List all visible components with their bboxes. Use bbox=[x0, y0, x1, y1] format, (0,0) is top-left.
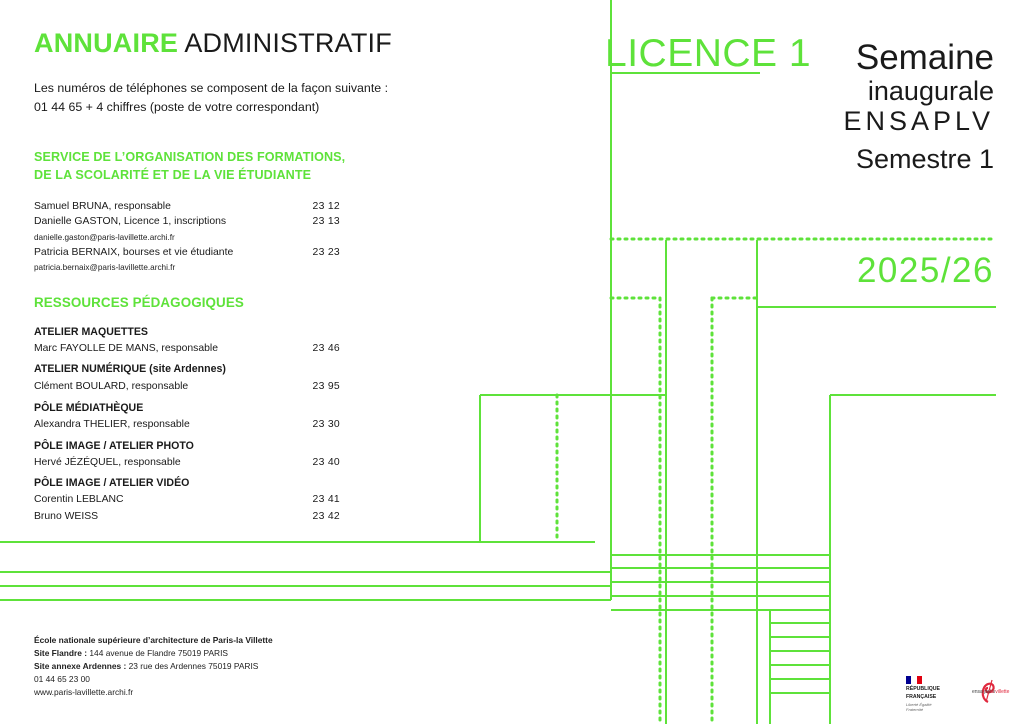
rf-line-2: FRANÇAISE bbox=[906, 694, 937, 700]
contact-extension: 23 13 bbox=[312, 216, 340, 227]
footer-website[interactable]: www.paris-lavillette.archi.fr bbox=[34, 687, 134, 697]
site2-label: Site annexe Ardennes : bbox=[34, 661, 127, 671]
contact-name: Danielle GASTON, Licence 1, inscriptions bbox=[34, 216, 227, 227]
academic-year: 2025/26 bbox=[856, 251, 994, 290]
group-title: PÔLE MÉDIATHÈQUE bbox=[34, 402, 144, 414]
school-acronym: ENSAPLV bbox=[843, 106, 994, 136]
group-title: PÔLE IMAGE / ATELIER PHOTO bbox=[34, 440, 194, 452]
contact-name: Hervé JÉZÉQUEL, responsable bbox=[34, 457, 181, 468]
contact-extension: 23 95 bbox=[312, 381, 340, 392]
intro-line-2: 01 44 65 + 4 chiffres (poste de votre correspondant) bbox=[34, 100, 320, 114]
title-rest: ADMINISTRATIF bbox=[184, 28, 392, 58]
intro-line-1: Les numéros de téléphones se composent de la façon suivante : bbox=[34, 81, 389, 95]
school-name: École nationale supérieure d’architecture de Paris-la Villette bbox=[34, 635, 273, 645]
group-title bbox=[34, 363, 226, 375]
contact-name: Corentin LEBLANC bbox=[34, 494, 124, 505]
contact-extension: 23 23 bbox=[312, 247, 340, 258]
logo-text-left: ensa paris bbox=[972, 689, 996, 695]
contact-extension: 23 40 bbox=[312, 457, 340, 468]
page-title bbox=[34, 28, 392, 59]
rf-line-1: RÉPUBLIQUE bbox=[906, 686, 941, 692]
service-heading-line-1: SERVICE DE L’ORGANISATION DES FORMATIONS, bbox=[34, 150, 346, 164]
contact-extension: 23 30 bbox=[312, 419, 340, 430]
contact-name: Alexandra THELIER, responsable bbox=[34, 419, 190, 430]
site1-label: Site Flandre : bbox=[34, 648, 88, 658]
rf-motto: Liberté Égalité Fraternité bbox=[906, 702, 932, 712]
ressources-heading: RESSOURCES PÉDAGOGIQUES bbox=[34, 295, 244, 310]
group-title-suffix: (site Ardennes) bbox=[149, 363, 226, 375]
logo-text-right: la villette bbox=[990, 689, 1010, 695]
contact-email[interactable]: danielle.gaston@paris-lavillette.archi.fr bbox=[34, 233, 175, 242]
licence-label: LICENCE 1 bbox=[605, 32, 812, 75]
group-title: ATELIER MAQUETTES bbox=[34, 326, 148, 338]
title-accent: ANNUAIRE bbox=[34, 28, 179, 58]
contact-email[interactable]: patricia.bernaix@paris-lavillette.archi.fr bbox=[34, 263, 176, 272]
service-heading-line-2: DE LA SCOLARITÉ ET DE LA VIE ÉTUDIANTE bbox=[34, 168, 312, 182]
group-title-text: ATELIER NUMÉRIQUE bbox=[34, 363, 147, 375]
semestre-label: Semestre 1 bbox=[855, 144, 994, 174]
contact-name: Marc FAYOLLE DE MANS, responsable bbox=[34, 343, 219, 354]
french-flag-icon bbox=[906, 676, 922, 684]
ensa-paris-la-villette-logo bbox=[966, 676, 1010, 706]
group-title: PÔLE IMAGE / ATELIER VIDÉO bbox=[34, 477, 190, 489]
intro-text bbox=[34, 79, 388, 117]
contact-extension: 23 42 bbox=[312, 511, 340, 522]
service-heading bbox=[34, 148, 394, 184]
semaine-title: Semaine bbox=[855, 38, 994, 77]
footer-phone: 01 44 65 23 00 bbox=[34, 674, 90, 684]
contact-name: Samuel BRUNA, responsable bbox=[34, 201, 171, 212]
inaugurale-title: inaugurale bbox=[867, 76, 994, 106]
contact-name: Bruno WEISS bbox=[34, 511, 99, 522]
contact-extension: 23 41 bbox=[312, 494, 340, 505]
contact-extension: 23 12 bbox=[312, 201, 340, 212]
site2-address: 23 rue des Ardennes 75019 PARIS bbox=[128, 661, 259, 671]
contact-name: Patricia BERNAIX, bourses et vie étudiante bbox=[34, 247, 234, 258]
republique-francaise-logo bbox=[906, 676, 946, 712]
contact-extension: 23 46 bbox=[312, 343, 340, 354]
site1-address: 144 avenue de Flandre 75019 PARIS bbox=[89, 648, 228, 658]
contact-name: Clément BOULARD, responsable bbox=[34, 381, 189, 392]
footer-address bbox=[34, 634, 273, 699]
